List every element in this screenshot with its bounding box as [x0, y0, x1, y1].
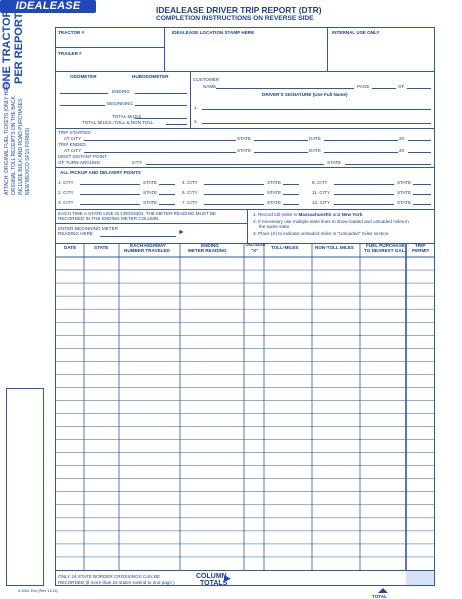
trip-ended-state[interactable]: [254, 152, 308, 153]
name-line: [216, 88, 354, 89]
pickup-state-label: STATE: [397, 190, 412, 195]
pickup-number: 4. CITY: [182, 180, 198, 185]
ending-label: ENDING: [112, 89, 130, 94]
divider: [55, 167, 435, 168]
divider: [55, 71, 435, 72]
toll-instruction-3: 3. Place (X) to indicate unloaded miles in "Unloaded" miles section.: [253, 231, 390, 236]
divider: [247, 209, 248, 243]
pickup-state-label: STATE: [143, 200, 158, 205]
pickup-number: 3. CITY: [58, 200, 74, 205]
trip-started-state-label: STATE: [237, 136, 252, 141]
pickup-number: 6. CITY: [182, 190, 198, 195]
mileage-table-grid: [55, 243, 434, 570]
header-permit: TRIP: [415, 243, 426, 248]
pickup-city-field[interactable]: [204, 194, 264, 195]
pickup-city-field[interactable]: [204, 184, 264, 185]
pickup-state-field[interactable]: [283, 204, 299, 205]
toll-instruction-2: 2. If necessary use multiple state lines to show loaded and unloaded miles in: [253, 219, 409, 224]
arrow-right-icon: ►: [178, 229, 185, 236]
border-crossings-note-2: RECORDED (if more than 24 states extend to 2nd page.): [58, 580, 175, 585]
toll-instruction-2b: the same state.: [259, 224, 291, 229]
header-state: STATE: [94, 245, 109, 250]
header-toll-miles: TOLL-MILES: [271, 245, 299, 250]
pickup-state-field[interactable]: [413, 184, 431, 185]
header-unloaded-2: "X": [251, 248, 259, 253]
header-highway-2: NUMBER TRAVELED: [124, 248, 170, 253]
mileage-table: [55, 243, 434, 570]
pickup-state-label: STATE: [397, 200, 412, 205]
header-non-toll: NON-TOLL MILES: [315, 245, 354, 250]
divider: [55, 223, 247, 224]
internal-use-label: INTERNAL USE ONLY: [332, 30, 380, 35]
report-title: IDEALEASE DRIVER TRIP REPORT (DTR): [156, 5, 322, 15]
trailer-field[interactable]: [58, 56, 158, 68]
pickup-city-field[interactable]: [80, 204, 140, 205]
pickup-state-field[interactable]: [283, 184, 299, 185]
attach-box: [6, 388, 44, 586]
pickup-city-field[interactable]: [334, 184, 394, 185]
total-miles-label: TOTAL MILES: [112, 114, 142, 119]
total-includes-1: TOTAL: [372, 594, 387, 599]
turn-around-city-label: CITY: [132, 160, 143, 165]
pickup-state-label: STATE: [267, 180, 282, 185]
toll-instruction-1: 1. Record toll-miles in Massachusetts and New York.: [253, 212, 364, 217]
pickup-state-label: STATE: [267, 190, 282, 195]
pickup-city-field[interactable]: [80, 194, 140, 195]
pickup-state-label: STATE: [397, 180, 412, 185]
header-permit-2: PERMIT: [412, 248, 430, 253]
total-toll-line: [166, 124, 187, 125]
header-meter: ENDING: [201, 243, 219, 248]
arrow-right-icon: ▶: [224, 573, 231, 583]
divider: [190, 71, 191, 128]
trip-ended-city[interactable]: [84, 152, 236, 153]
page-line: [372, 88, 396, 89]
pickup-state-field[interactable]: [283, 194, 299, 195]
pickup-state-label: STATE: [267, 200, 282, 205]
signature-line-2-label: 2.: [194, 119, 198, 124]
trip-ended-year-field[interactable]: [408, 152, 431, 153]
pickup-state-field[interactable]: [413, 194, 431, 195]
pickup-number: 12. CITY: [312, 200, 331, 205]
pickup-number: 8. CITY: [312, 180, 328, 185]
pickup-city-field[interactable]: [204, 204, 264, 205]
trip-ended-date[interactable]: [324, 152, 398, 153]
divider: [55, 570, 435, 571]
arrow-up-icon: [378, 588, 388, 593]
turn-around-state-label: STATE: [327, 160, 342, 165]
report-subtitle: COMPLETION INSTRUCTIONS ON REVERSE SIDE: [156, 15, 314, 22]
permit-total-shade: [406, 570, 434, 585]
state-line-instruction-2: RECORDED IN THE ENDING METER COLUMN.: [58, 216, 160, 221]
ending-line-1: [60, 93, 108, 94]
signature-label: DRIVER'S SIGNATURE (Use Full Name): [262, 92, 348, 97]
header-meter-2: METER READING: [188, 248, 227, 253]
column-label: COLUMN: [196, 573, 227, 580]
one-tractor-label: ONE TRACTOR PER REPORT: [1, 9, 25, 90]
trip-started-state[interactable]: [254, 140, 308, 141]
header-fuel-2: TO NEAREST GAL.: [364, 248, 406, 253]
trip-started-year: 20: [399, 136, 405, 141]
attach-instructions: ATTACH: ORIGINAL FUEL TICKETS (ONLY HERE, ORIGINAL TOLL RECEIPTS ON THE BACK. INCLUDE BULK AND ROAD PURCHASES NEW MEXICO SF10 FORMS): [4, 79, 31, 195]
tractor-label: TRACTOR #: [58, 30, 85, 35]
pickup-state-field[interactable]: [159, 204, 175, 205]
turn-around-label: OF TURN-AROUND: [58, 160, 100, 165]
beginning-line-2: [135, 105, 187, 106]
trailer-label: TRAILER #: [58, 51, 82, 56]
customer-label: CUSTOMER: [193, 77, 220, 82]
turn-around-state[interactable]: [345, 164, 431, 165]
beginning-meter-line[interactable]: [100, 236, 176, 237]
signature-line-1-label: 1.: [194, 105, 198, 110]
divider: [327, 27, 328, 71]
tractor-field[interactable]: [58, 36, 158, 46]
divider: [55, 128, 435, 129]
beginning-meter-field[interactable]: [186, 226, 242, 239]
pickup-number: 1. CITY: [58, 180, 74, 185]
trip-ended-city-label: AT CITY: [64, 148, 82, 153]
pickup-number: 11. CITY: [312, 190, 330, 195]
pickup-number: 7. CITY: [182, 200, 198, 205]
pickup-state-field[interactable]: [413, 204, 431, 205]
enter-meter-label-2: READING HERE: [58, 231, 93, 236]
pickup-city-field[interactable]: [334, 194, 394, 195]
distant-point-label: MOST DISTANT POINT: [58, 154, 108, 159]
of-label: OF: [398, 84, 405, 89]
enter-meter-label: ENTER BEGINNING METER: [58, 226, 118, 231]
trip-started-date[interactable]: [324, 140, 398, 141]
trip-started-city-label: AT CITY: [64, 136, 82, 141]
state-line-instruction: EACH TIME A STATE LINE IS CROSSED, THE METER READING MUST BE: [58, 211, 217, 216]
trip-ended-label: TRIP ENDED: [58, 142, 86, 147]
border-crossings-note: ONLY 24 STATE BORDER CROSSINGS CAN BE: [58, 574, 161, 579]
pickup-state-label: STATE: [143, 190, 158, 195]
page-label: PAGE: [357, 84, 370, 89]
header-highway: EACH HIGHWAY: [130, 243, 166, 248]
divider: [164, 27, 165, 71]
trip-ended-date-label: DATE: [309, 148, 321, 153]
idealease-logo: IDEALEASE: [0, 0, 96, 13]
form-id: IL1061 Env (Rev 11/14): [18, 589, 58, 593]
header-date: DATE: [64, 245, 77, 250]
signature-line-1[interactable]: [202, 109, 431, 110]
trip-ended-year: 20: [399, 148, 405, 153]
totals-label: TOTALS: [200, 580, 228, 587]
odometer-label: ODOMETER: [70, 74, 97, 79]
of-line: [407, 88, 431, 89]
trip-started-city[interactable]: [84, 140, 236, 141]
pickup-state-field[interactable]: [159, 184, 175, 185]
signature-line-2[interactable]: [202, 123, 431, 124]
hubodometer-label: HUBODOMETER: [132, 74, 169, 79]
trip-started-date-label: DATE: [309, 136, 321, 141]
beginning-label: BEGINNING: [107, 101, 133, 106]
pickup-city-field[interactable]: [334, 204, 394, 205]
trip-started-year-field[interactable]: [408, 140, 431, 141]
stamp-label: IDEALEASE LOCATION STAMP HERE: [172, 30, 255, 35]
name-label: NAME: [203, 84, 217, 89]
total-miles-toll-label: TOTAL MILES=TOLL & NON TOLL: [82, 120, 154, 125]
trip-started-label: TRIP STARTED: [58, 130, 91, 135]
beginning-line-1: [60, 105, 105, 106]
pickup-state-label: STATE: [143, 180, 158, 185]
pickup-number: 2. CITY: [58, 190, 74, 195]
pickup-title: ALL PICKUP AND DELIVERY POINTS: [60, 170, 141, 175]
total-miles-line: [135, 118, 187, 119]
turn-around-city[interactable]: [146, 164, 324, 165]
ending-line-2: [135, 93, 187, 94]
divider: [55, 209, 435, 210]
trip-ended-state-label: STATE: [237, 148, 252, 153]
divider: [55, 47, 164, 48]
pickup-state-field[interactable]: [159, 194, 175, 195]
pickup-city-field[interactable]: [80, 184, 140, 185]
header-fuel: FUEL PURCHASE: [366, 243, 405, 248]
header-unloaded: UNLOADED: [246, 243, 266, 247]
